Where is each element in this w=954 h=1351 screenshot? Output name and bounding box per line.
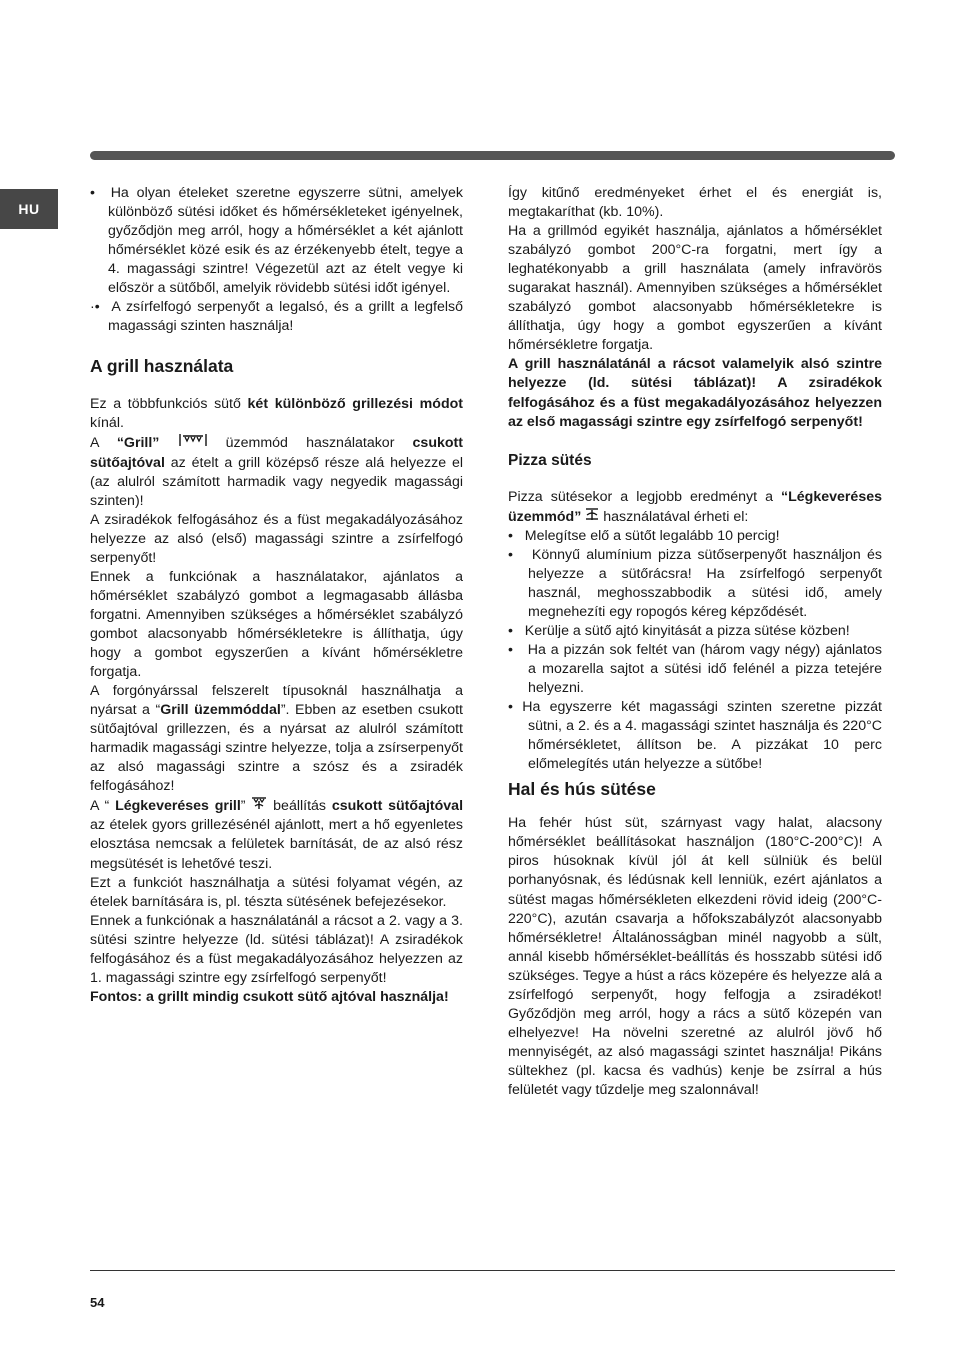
convection-mode-icon <box>585 507 599 527</box>
paragraph: A zsiradékok felfogásához és a füst megakadályozásához helyezze az alsó (első) magassági szintre a zsírfelfogó serpenyőt! <box>90 511 463 566</box>
language-tab: HU <box>0 189 58 229</box>
header-bar <box>90 151 895 160</box>
paragraph: Ez a többfunkciós sütő két különböző grillezési módot kínál. <box>90 396 463 432</box>
intro-bullet: ·• A zsírfelfogó serpenyőt a legalsó, és a grillt a legfelső magassági szinten használja! <box>90 299 463 335</box>
fish-meat-heading: Hal és hús sütése <box>508 779 656 800</box>
pizza-bullet: • Ha a pizzán sok feltét van (három vagy négy) ajánlatos a mozarella sajtot a sütési idő felénél a pizza tetejére helyezni. <box>508 641 882 697</box>
intro-bullet-text: A zsírfelfogó serpenyőt a legalsó, és a grillt a legfelső magassági szinten használja! <box>108 299 463 335</box>
pizza-heading: Pizza sütés <box>508 451 592 469</box>
right-column <box>508 184 882 1100</box>
pizza-bullet: • Könnyű alumínium pizza sütőserpenyőt használjon és helyezze a sütőrácsra! Ha zsírfelfogó serpenyőt használ, meghosszabbodik a sütési idő, amely megnehezíti egy ropogós kéreg képződését. <box>508 546 882 620</box>
grill-mode-icon <box>178 433 208 453</box>
paragraph: Ha fehér húst süt, szárnyast vagy halat, alacsony hőmérséklet beállításokat használjon (180°C-200°C)! A piros húsoknak kívül jól át kell sülniük és belül porhanyósnak, és lédúsnak kell lenniük, ezért ajánlatos a sütést magas hőmérsékleten elkezdeni rövid ideig (200°C-220°C), azután csavarja a hőfokszabályzót alacsonyabb hőmérsékletre! Általánosságban minél nagyobb a sült, annál kisebb hőmérséklet-beállítás és hosszabb sütési idő szükséges. Tegye a húst a rács közepére és helyezze alá a zsírfelfogó serpenyőt, hogy felfogja a zsiradékot! Győződjön meg arról, hogy a rács a sütő közepén van elhelyezve! Ha növelni szeretné az alulról jövő hő mennyiségét, az alsó magassági szintet használja! Pikáns sültekhez (pl. kacsa és vadhús) kenje be zsírral a hús felületét vagy tűzdelje meg szalonnával! <box>508 815 882 1098</box>
intro-bullet-text: Ha olyan ételeket szeretne egyszerre sütni, amelyek különböző sütési időket és hőmérsékleteket igényelnek, győződjön meg arról, hogy a hőmérséklet a két ajánlott hőmérséklet közé esik és az érzékenyebb ételt, tegye a 4. magassági szintre! Végezetül azt az ételt vegye ki először a sütőből, amelyik rövidebb sütési időt igényel. <box>108 185 464 297</box>
page-number: 54 <box>90 1295 105 1310</box>
convection-grill-icon <box>251 796 267 816</box>
paragraph: A “Grill” üzemmód használatakor csukott sütőajtóval az ételt a grill középső része alá helyezze el (az alulról számított harmadik vagy negyedik magassági szinten)! <box>90 435 463 509</box>
footer-rule <box>90 1270 895 1271</box>
pizza-bullet: • Kerülje a sütő ajtó kinyitását a pizza sütése közben! <box>508 622 850 639</box>
intro-bullet: • Ha olyan ételeket szeretne egyszerre sütni, amelyek különböző sütési időket és hőmérsékleteket igényelnek, győződjön meg arról, hogy a hőmérséklet a két ajánlott hőmérséklet közé esik és az érzékenyebb ételt, tegye a 4. magassági szintre! Végezetül azt az ételt vegye ki először a sütőből, amelyik rövidebb sütési időt igényel. <box>90 185 464 297</box>
paragraph: A forgónyárssal felszerelt típusoknál használhatja a nyársat a “Grill üzemmóddal”. Ebben az esetben csukott sütőajtóval grillezzen, és a nyársat az alulról számított harmadik magassági szintre helyezze, tolja a zsírserpenyőt az alsó magassági szintre a szósz és a zsiradék felfogásához! <box>90 683 463 795</box>
paragraph: Ezt a funkciót használhatja a sütési folyamat végén, az ételek barnítására is, pl. tészta sütésének befejezésekor. <box>90 874 463 910</box>
paragraph: Ha a grillmód egyikét használja, ajánlatos a hőmérséklet szabályzó gombot 200°C-ra forgatni, mert így a leghatékonyabb a grill használata (amely infravörös sugarakat használ). Amennyiben szükséges a hőmérséklet szabályzó gombot alacsonyabb hőmérsékletekre is állíthatja, úgy hogy a gombot egyszerűen a kívánt hőmérsékletre forgatja. <box>508 223 882 354</box>
grill-heading: A grill használata <box>90 356 234 377</box>
left-column <box>90 184 463 1007</box>
paragraph: A “ Légkeveréses grill” beállítás csukott sütőajtóval az ételek gyors grillezésénél ajánlott, mert a hő egyenletes elosztása nemcsak a felületek barnítását, de az alsó rész megsütését is lehetővé teszi. <box>90 798 464 872</box>
grill-rack-note: A grill használatánál a rácsot valamelyik alsó szintre helyezze (ld. sütési táblázat)! A zsiradékok felfogásához és a füst megakadályozásához helyezzen az első magassági szintre egy zsírfelfogó serpenyőt! <box>508 356 882 430</box>
paragraph: Pizza sütésekor a legjobb eredményt a “Légkeveréses üzemmód” használatával érheti el: <box>508 488 882 527</box>
pizza-bullet: • Melegítse elő a sütőt legalább 10 percig! <box>508 527 780 544</box>
paragraph: Ennek a funkciónak a használatánál a rácsot a 2. vagy a 3. sütési szintre helyezze (ld. sütési táblázat)! A zsiradékok felfogásához és a füst megakadályozásához helyezzen az 1. magassági szintre egy zsírfelfogó serpenyőt! <box>90 912 463 986</box>
pizza-bullet: • Ha egyszerre két magassági szinten szeretne pizzát sütni, a 2. és a 4. magassági szintet használja és 220°C hőmérsékletet, állítson be. A pizzákat 10 perc előmelegítés után helyezze a sütőbe! <box>508 699 882 773</box>
paragraph: Ennek a funkciónak a használatakor, ajánlatos a hőmérséklet szabályzó gombot a legmagasabb állásba forgatni. Amennyiben szükséges a hőmérséklet szabályzó gombot alacsonyabb hőmérsékletekre is állíthatja, úgy hogy a gombot egyszerűen a kívánt hőmérsékletre forgatja. <box>90 568 463 681</box>
important-note: Fontos: a grillt mindig csukott sütő ajtóval használja! <box>90 988 449 1005</box>
paragraph: Így kitűnő eredményeket érhet el és energiát is, megtakaríthat (kb. 10%). <box>508 185 882 221</box>
